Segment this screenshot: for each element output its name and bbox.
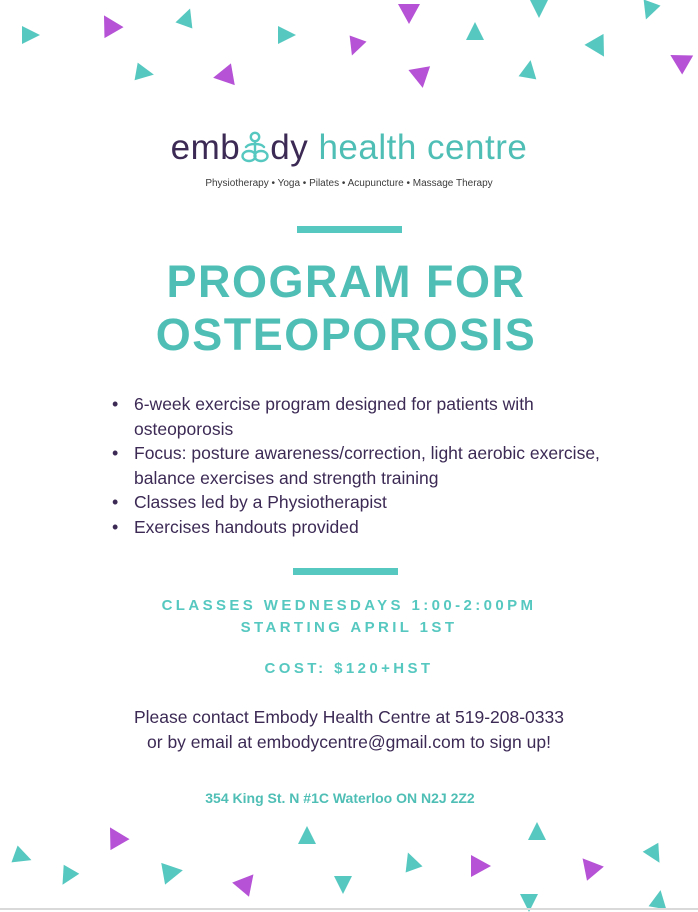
teal-triangle	[637, 0, 660, 23]
list-item: • 6-week exercise program designed for patients with osteoporosis	[110, 392, 610, 441]
schedule-line-2: STARTING APRIL 1ST	[240, 619, 458, 636]
divider-middle	[293, 568, 398, 575]
purple-triangle	[343, 35, 366, 58]
teal-triangle	[334, 876, 352, 894]
contact-info	[0, 705, 698, 754]
teal-triangle	[519, 59, 540, 80]
page-title	[0, 255, 698, 361]
teal-triangle	[22, 26, 40, 44]
teal-triangle	[466, 22, 484, 40]
teal-triangle	[278, 26, 296, 44]
purple-triangle	[471, 855, 491, 877]
teal-triangle	[399, 849, 422, 872]
brand-logo	[0, 128, 698, 168]
brand-name-part2: dy	[270, 128, 309, 167]
brand-name-part3: health centre	[318, 128, 528, 167]
purple-triangle	[398, 4, 420, 24]
schedule	[0, 595, 698, 639]
program-details-list	[110, 392, 610, 539]
address: 354 King St. N #1C Waterloo ON N2J 2Z2	[205, 790, 475, 806]
list-item: • Exercises handouts provided	[110, 515, 610, 540]
teal-triangle	[55, 865, 80, 890]
purple-triangle	[211, 63, 235, 88]
teal-triangle	[584, 34, 613, 62]
schedule-line-1: CLASSES WEDNESDAYS 1:00-2:00PM	[161, 597, 537, 614]
teal-triangle	[175, 5, 198, 28]
purple-triangle	[232, 867, 262, 896]
title-line-2: OSTEOPOROSIS	[155, 309, 537, 360]
meditating-figure-icon	[240, 131, 270, 163]
list-item: • Classes led by a Physiotherapist	[110, 490, 610, 515]
cost-label: COST: $120+HST	[264, 660, 434, 677]
teal-triangle	[298, 826, 316, 844]
teal-triangle	[530, 0, 548, 18]
divider-top	[297, 226, 402, 233]
list-item: • Focus: posture awareness/correction, light aerobic exercise, balance exercises and strength training	[110, 441, 610, 490]
teal-triangle	[528, 822, 546, 840]
contact-line-2: or by email at embodycentre@gmail.com to sign up!	[147, 731, 551, 752]
teal-triangle	[11, 845, 34, 868]
teal-triangle	[135, 63, 156, 84]
purple-triangle	[408, 66, 433, 90]
purple-triangle	[100, 822, 129, 850]
brand-name-part1: emb	[170, 128, 241, 167]
brand-tagline: Physiotherapy • Yoga • Pilates • Acupuncture • Massage Therapy	[205, 178, 493, 189]
teal-triangle	[643, 843, 668, 868]
purple-triangle	[665, 45, 693, 74]
purple-triangle	[574, 851, 604, 880]
teal-triangle	[649, 889, 670, 910]
contact-line-1: Please contact Embody Health Centre at 519-208-0333	[134, 707, 564, 727]
purple-triangle	[94, 10, 123, 38]
teal-triangle	[161, 859, 185, 884]
page-edge-line	[0, 908, 698, 910]
title-line-1: PROGRAM FOR	[166, 256, 526, 307]
